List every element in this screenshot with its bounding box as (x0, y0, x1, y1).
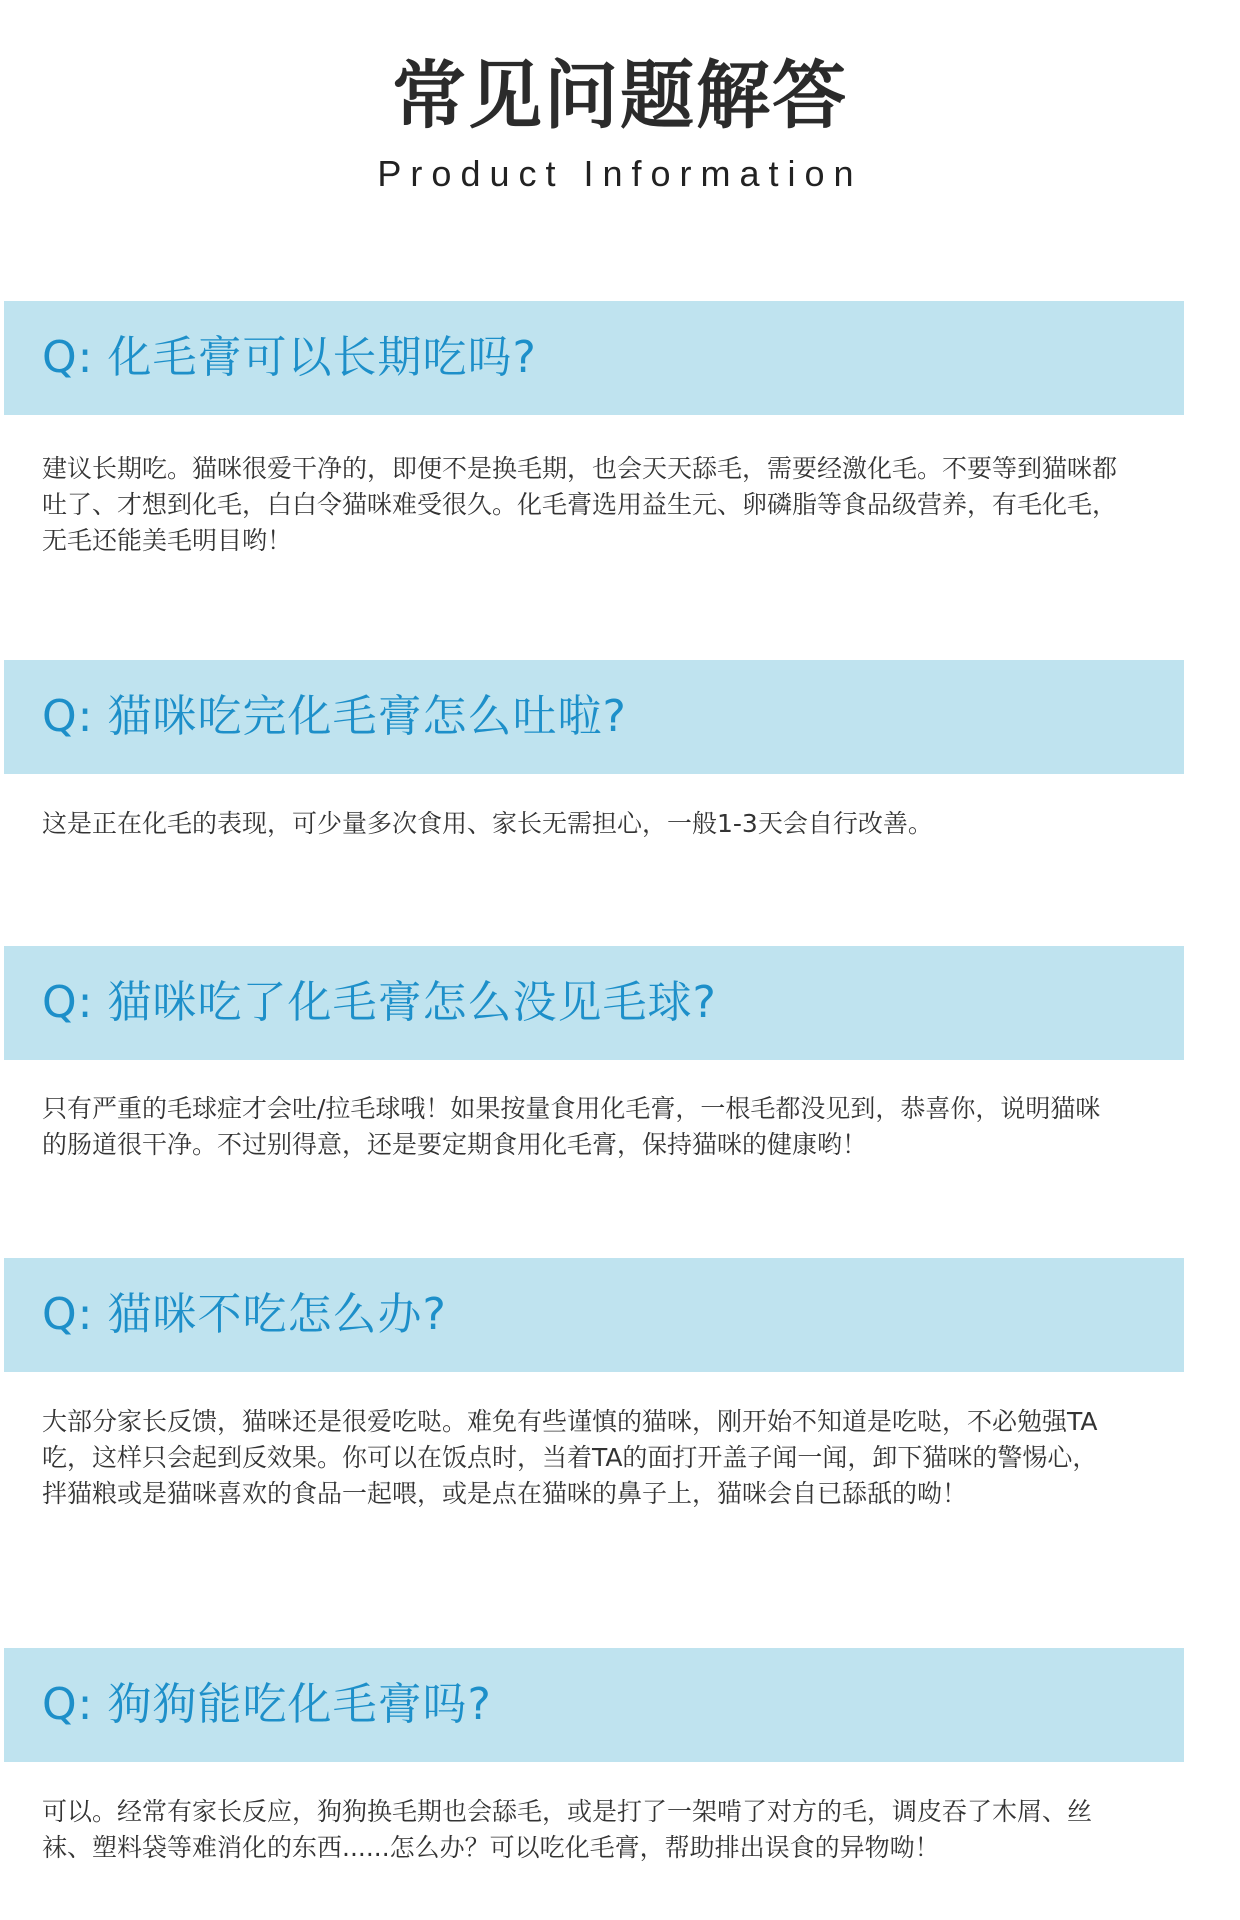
question-text (42, 691, 627, 744)
question-label: 猫咪吃了化毛膏怎么没见毛球? (107, 977, 717, 1028)
answer-text: 这是正在化毛的表现，可少量多次食用、家长无需担心，一般1-3天会自行改善。 (42, 809, 933, 838)
question-bar (4, 660, 1184, 774)
question-label: 化毛膏可以长期吃吗? (107, 332, 537, 383)
answer-text: 只有严重的毛球症才会吐/拉毛球哦！如果按量食用化毛膏，一根毛都没见到，恭喜你，说明猫咪的肠道很干净。不过别得意，还是要定期食用化毛膏，保持猫咪的健康哟！ (42, 1094, 1101, 1159)
question-label: 猫咪不吃怎么办? (107, 1289, 447, 1340)
answer-text: 可以。经常有家长反应，狗狗换毛期也会舔毛，或是打了一架啃了对方的毛，调皮吞了木屑、丝袜、塑料袋等难消化的东西......怎么办？可以吃化毛膏，帮助排出误食的异物呦！ (42, 1797, 1093, 1862)
page-title: 常见问题解答 (392, 53, 848, 139)
question-text (42, 977, 717, 1030)
question-label: 猫咪吃完化毛膏怎么吐啦? (107, 691, 627, 742)
question-bar (4, 946, 1184, 1060)
question-prefix: Q: (42, 332, 94, 383)
answer-text: 大部分家长反馈，猫咪还是很爱吃哒。难免有些谨慎的猫咪，刚开始不知道是吃哒，不必勉强TA吃，这样只会起到反效果。你可以在饭点时，当着TA的面打开盖子闻一闻，卸下猫咪的警惕心，拌猫粮或是猫咪喜欢的食品一起喂，或是点在猫咪的鼻子上，猫咪会自已舔舐的呦！ (42, 1407, 1098, 1508)
question-text (42, 1679, 492, 1732)
question-text (42, 332, 537, 385)
question-text (42, 1289, 447, 1342)
question-prefix: Q: (42, 977, 94, 1028)
question-label: 狗狗能吃化毛膏吗? (107, 1679, 492, 1730)
question-prefix: Q: (42, 691, 94, 742)
question-bar (4, 301, 1184, 415)
answer-text: 建议长期吃。猫咪很爱干净的，即便不是换毛期，也会天天舔毛，需要经激化毛。不要等到猫咪都吐了、才想到化毛，白白令猫咪难受很久。化毛膏选用益生元、卵磷脂等食品级营养，有毛化毛，无毛还能美毛明目哟！ (42, 454, 1118, 555)
page-header (0, 0, 1240, 250)
question-bar (4, 1648, 1184, 1762)
question-bar (4, 1258, 1184, 1372)
question-prefix: Q: (42, 1679, 94, 1730)
page-subtitle: Product Information (377, 153, 863, 194)
question-prefix: Q: (42, 1289, 94, 1340)
